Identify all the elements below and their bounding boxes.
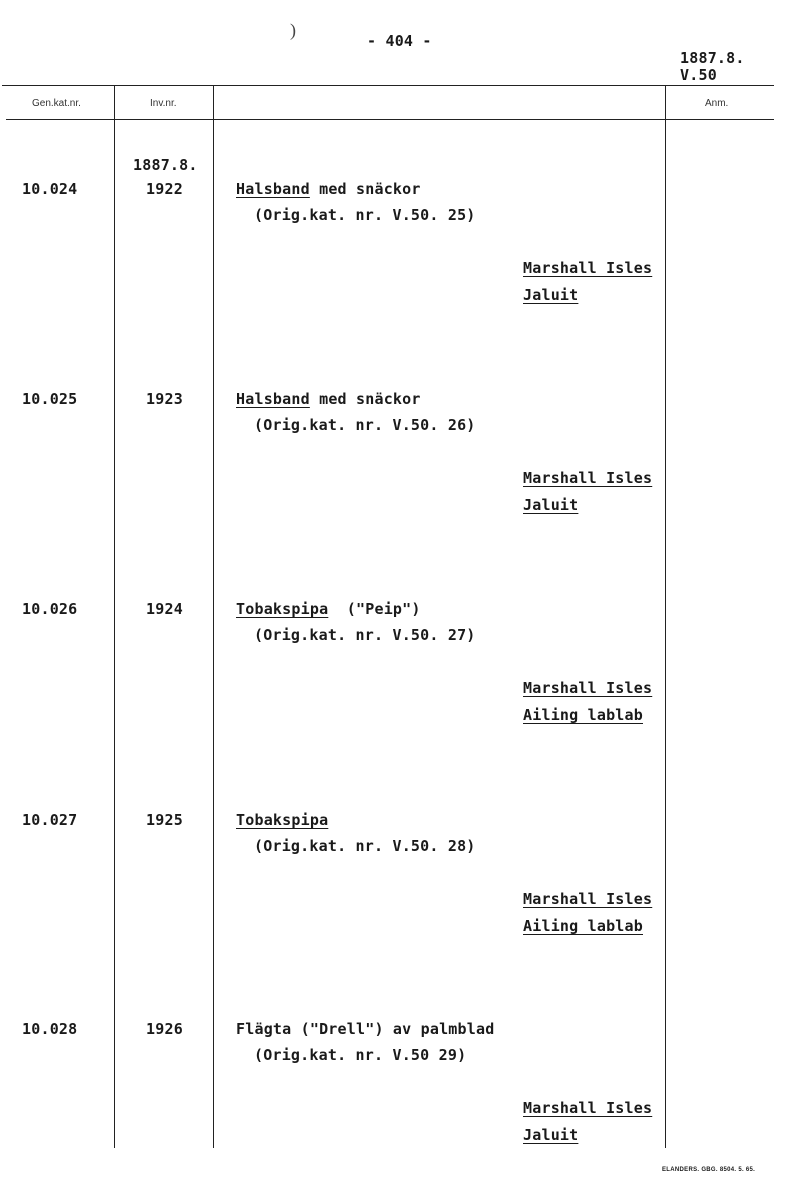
column-header-gen-kat-nr: Gen.kat.nr. <box>32 98 81 109</box>
gen-kat-number: 10.024 <box>22 180 78 198</box>
object-title <box>236 180 421 198</box>
place-locality: Jaluit <box>523 286 579 304</box>
object-title <box>236 600 421 618</box>
object-title <box>236 1020 494 1038</box>
page-number: - 404 - <box>367 32 432 50</box>
place-region: Marshall Isles <box>523 1099 653 1117</box>
object-title <box>236 811 328 829</box>
object-description: med snäckor <box>309 390 421 408</box>
inv-number: 1926 <box>146 1020 183 1038</box>
column-divider-3 <box>665 86 666 1148</box>
gen-kat-number: 10.027 <box>22 811 78 829</box>
place-region: Marshall Isles <box>523 890 653 908</box>
inv-number: 1925 <box>146 811 183 829</box>
object-description: med snäckor <box>309 180 421 198</box>
orig-catalog-ref: (Orig.kat. nr. V.50. 26) <box>254 416 476 434</box>
place-locality: Jaluit <box>523 1126 579 1144</box>
orig-catalog-ref: (Orig.kat. nr. V.50. 25) <box>254 206 476 224</box>
object-description: Flägta ("Drell") av palmblad <box>236 1020 495 1038</box>
header-bottom-rule <box>6 119 774 120</box>
place-region: Marshall Isles <box>523 679 653 697</box>
inv-number: 1922 <box>146 180 183 198</box>
orig-catalog-ref: (Orig.kat. nr. V.50 29) <box>254 1046 467 1064</box>
object-name: Halsband <box>236 180 310 198</box>
place-region: Marshall Isles <box>523 259 653 277</box>
gen-kat-number: 10.028 <box>22 1020 78 1038</box>
object-name: Halsband <box>236 390 310 408</box>
catalog-ref-series: V.50 <box>680 66 717 84</box>
column-header-inv-nr: Inv.nr. <box>150 98 177 109</box>
orig-catalog-ref: (Orig.kat. nr. V.50. 27) <box>254 626 476 644</box>
column-divider-2 <box>213 86 214 1148</box>
place-locality: Jaluit <box>523 496 579 514</box>
gen-kat-number: 10.025 <box>22 390 78 408</box>
column-header-anm: Anm. <box>705 98 729 109</box>
collection-year: 1887.8. <box>133 156 198 174</box>
place-locality: Ailing lablab <box>523 706 643 724</box>
column-divider-1 <box>114 86 115 1148</box>
object-description: ("Peip") <box>328 600 421 618</box>
inv-number: 1923 <box>146 390 183 408</box>
gen-kat-number: 10.026 <box>22 600 78 618</box>
pencil-mark: ) <box>290 20 296 40</box>
place-locality: Ailing lablab <box>523 917 643 935</box>
header-top-rule <box>2 85 774 86</box>
catalog-ref-year: 1887.8. <box>680 49 745 67</box>
object-name: Tobakspipa <box>236 811 329 829</box>
orig-catalog-ref: (Orig.kat. nr. V.50. 28) <box>254 837 476 855</box>
printer-imprint: ELANDERS. GBG. 8504. 5. 65. <box>662 1167 756 1173</box>
inv-number: 1924 <box>146 600 183 618</box>
object-name: Tobakspipa <box>236 600 329 618</box>
object-title <box>236 390 421 408</box>
place-region: Marshall Isles <box>523 469 653 487</box>
